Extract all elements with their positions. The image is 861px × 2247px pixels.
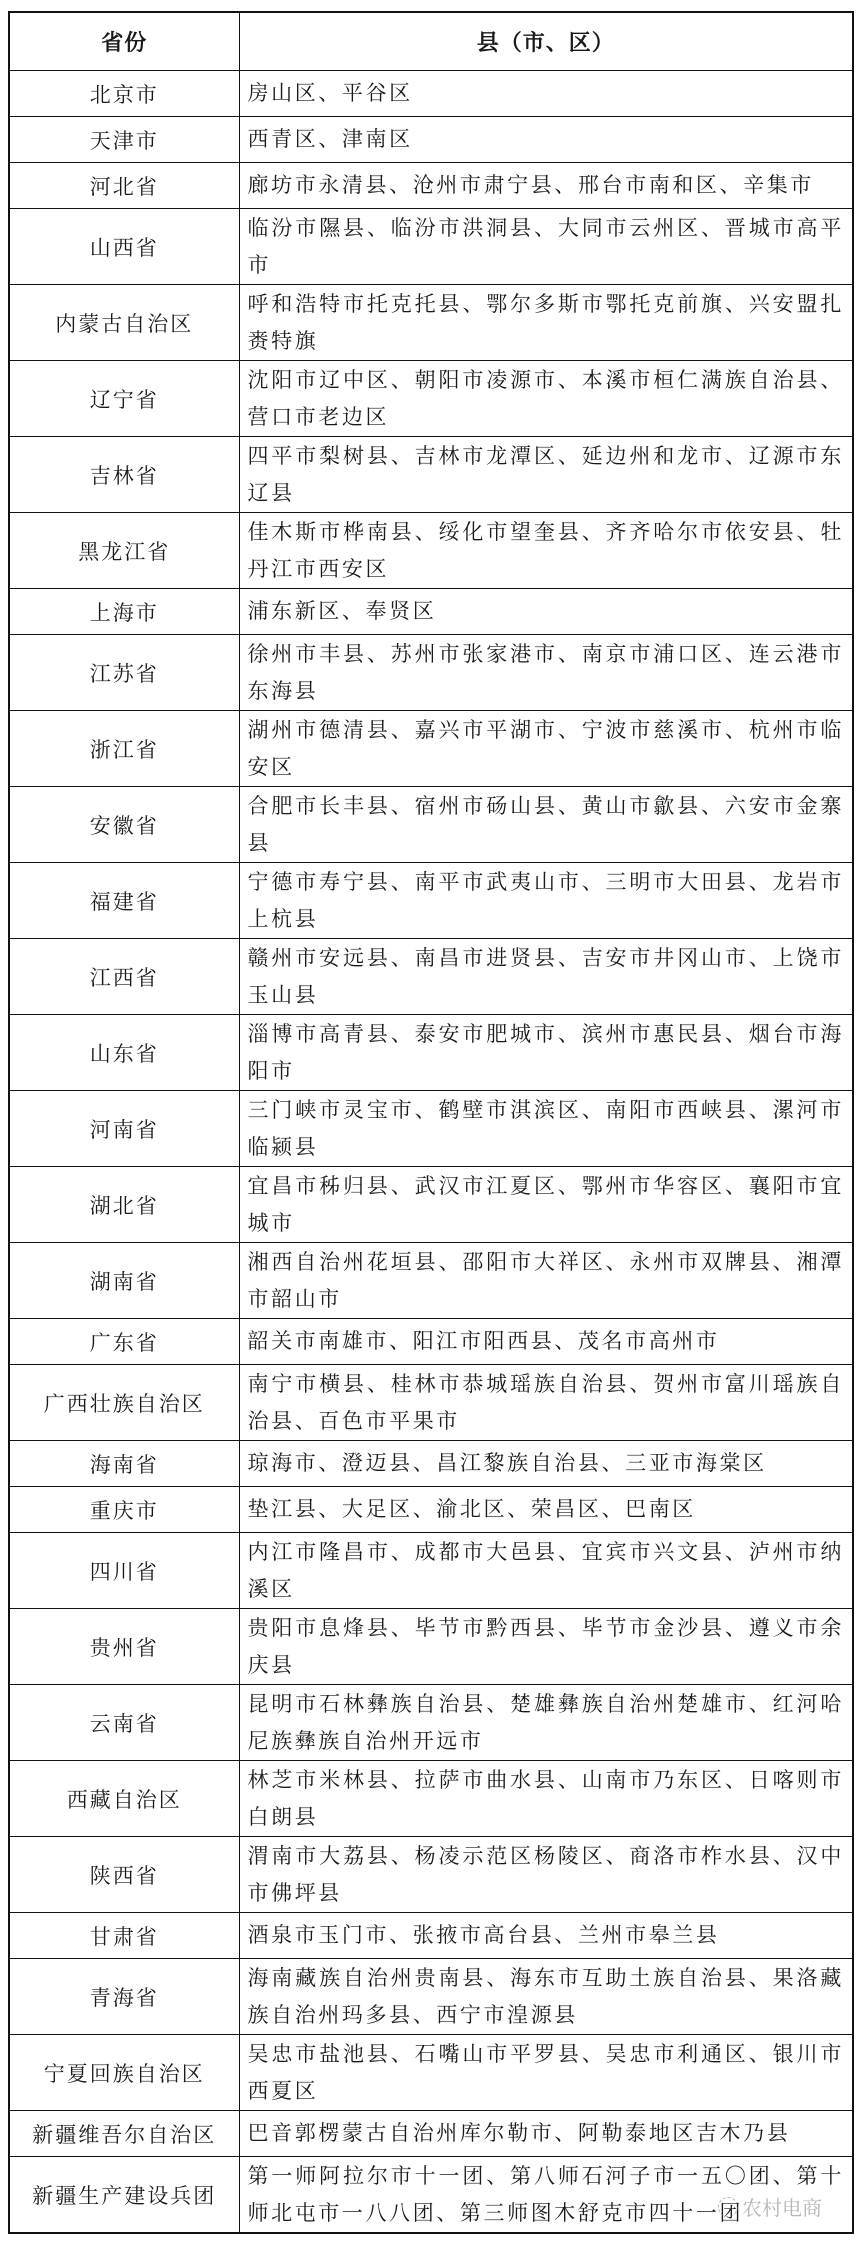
table-row [9, 513, 853, 589]
table-row [9, 635, 853, 711]
province-cell: 天津市 [9, 117, 239, 163]
table-row [9, 1913, 853, 1959]
table-row [9, 209, 853, 285]
table-row [9, 1167, 853, 1243]
counties-cell: 贵阳市息烽县、毕节市黔西县、毕节市金沙县、遵义市余庆县 [239, 1609, 853, 1685]
province-cell: 青海省 [9, 1959, 239, 2035]
table-row [9, 1243, 853, 1319]
counties-cell: 渭南市大荔县、杨凌示范区杨陵区、商洛市柞水县、汉中市佛坪县 [239, 1837, 853, 1913]
counties-cell: 临汾市隰县、临汾市洪洞县、大同市云州区、晋城市高平市 [239, 209, 853, 285]
province-cell: 甘肃省 [9, 1913, 239, 1959]
counties-cell: 内江市隆昌市、成都市大邑县、宜宾市兴文县、泸州市纳溪区 [239, 1533, 853, 1609]
table-row [9, 361, 853, 437]
province-cell: 湖北省 [9, 1167, 239, 1243]
province-cell: 云南省 [9, 1685, 239, 1761]
county-list-table [8, 11, 854, 2234]
province-cell: 江西省 [9, 939, 239, 1015]
table-row [9, 1365, 853, 1441]
table-row [9, 285, 853, 361]
province-cell: 浙江省 [9, 711, 239, 787]
province-cell: 新疆维吾尔自治区 [9, 2111, 239, 2157]
table-row [9, 1685, 853, 1761]
province-cell: 广西壮族自治区 [9, 1365, 239, 1441]
counties-cell: 第一师阿拉尔市十一团、第八师石河子市一五〇团、第十师北屯市一八八团、第三师图木舒克市四十一团 [239, 2157, 853, 2234]
table-row [9, 1015, 853, 1091]
counties-cell: 昆明市石林彝族自治县、楚雄彝族自治州楚雄市、红河哈尼族彝族自治州开远市 [239, 1685, 853, 1761]
table-row [9, 2111, 853, 2157]
table-row [9, 1761, 853, 1837]
table-row [9, 787, 853, 863]
province-cell: 宁夏回族自治区 [9, 2035, 239, 2111]
counties-cell: 酒泉市玉门市、张掖市高台县、兰州市皋兰县 [239, 1913, 853, 1959]
table-row [9, 1091, 853, 1167]
province-cell: 新疆生产建设兵团 [9, 2157, 239, 2234]
province-cell: 四川省 [9, 1533, 239, 1609]
counties-cell: 四平市梨树县、吉林市龙潭区、延边州和龙市、辽源市东辽县 [239, 437, 853, 513]
table-row [9, 1837, 853, 1913]
counties-cell: 巴音郭楞蒙古自治州库尔勒市、阿勒泰地区吉木乃县 [239, 2111, 853, 2157]
province-cell: 西藏自治区 [9, 1761, 239, 1837]
counties-cell: 西青区、津南区 [239, 117, 853, 163]
counties-cell: 赣州市安远县、南昌市进贤县、吉安市井冈山市、上饶市玉山县 [239, 939, 853, 1015]
counties-cell: 三门峡市灵宝市、鹤壁市淇滨区、南阳市西峡县、漯河市临颍县 [239, 1091, 853, 1167]
counties-cell: 佳木斯市桦南县、绥化市望奎县、齐齐哈尔市依安县、牡丹江市西安区 [239, 513, 853, 589]
province-cell: 上海市 [9, 589, 239, 635]
counties-cell: 宁德市寿宁县、南平市武夷山市、三明市大田县、龙岩市上杭县 [239, 863, 853, 939]
header-province: 省份 [9, 12, 239, 71]
province-cell: 河南省 [9, 1091, 239, 1167]
table-row [9, 1319, 853, 1365]
table-row [9, 939, 853, 1015]
counties-cell: 呼和浩特市托克托县、鄂尔多斯市鄂托克前旗、兴安盟扎赉特旗 [239, 285, 853, 361]
table-row [9, 117, 853, 163]
province-cell: 河北省 [9, 163, 239, 209]
counties-cell: 湖州市德清县、嘉兴市平湖市、宁波市慈溪市、杭州市临安区 [239, 711, 853, 787]
counties-cell: 海南藏族自治州贵南县、海东市互助土族自治县、果洛藏族自治州玛多县、西宁市湟源县 [239, 1959, 853, 2035]
province-cell: 福建省 [9, 863, 239, 939]
province-cell: 陕西省 [9, 1837, 239, 1913]
counties-cell: 廊坊市永清县、沧州市肃宁县、邢台市南和区、辛集市 [239, 163, 853, 209]
province-cell: 山东省 [9, 1015, 239, 1091]
province-cell: 海南省 [9, 1441, 239, 1487]
table-row [9, 863, 853, 939]
province-cell: 北京市 [9, 71, 239, 117]
counties-cell: 湘西自治州花垣县、邵阳市大祥区、永州市双牌县、湘潭市韶山市 [239, 1243, 853, 1319]
table-row [9, 2157, 853, 2234]
counties-cell: 合肥市长丰县、宿州市砀山县、黄山市歙县、六安市金寨县 [239, 787, 853, 863]
province-cell: 湖南省 [9, 1243, 239, 1319]
table-row [9, 1609, 853, 1685]
province-cell: 广东省 [9, 1319, 239, 1365]
table-row [9, 2035, 853, 2111]
counties-cell: 沈阳市辽中区、朝阳市凌源市、本溪市桓仁满族自治县、营口市老边区 [239, 361, 853, 437]
table-row [9, 589, 853, 635]
counties-cell: 吴忠市盐池县、石嘴山市平罗县、吴忠市利通区、银川市西夏区 [239, 2035, 853, 2111]
counties-cell: 林芝市米林县、拉萨市曲水县、山南市乃东区、日喀则市白朗县 [239, 1761, 853, 1837]
province-cell: 内蒙古自治区 [9, 285, 239, 361]
watermark-text: 农村电商 [742, 2196, 822, 2220]
province-cell: 重庆市 [9, 1487, 239, 1533]
counties-cell: 韶关市南雄市、阳江市阳西县、茂名市高州市 [239, 1319, 853, 1365]
table-row [9, 71, 853, 117]
counties-cell: 浦东新区、奉贤区 [239, 589, 853, 635]
province-cell: 黑龙江省 [9, 513, 239, 589]
province-cell: 江苏省 [9, 635, 239, 711]
counties-cell: 宜昌市秭归县、武汉市江夏区、鄂州市华容区、襄阳市宜城市 [239, 1167, 853, 1243]
header-counties: 县（市、区） [239, 12, 853, 71]
table-row [9, 1487, 853, 1533]
counties-cell: 徐州市丰县、苏州市张家港市、南京市浦口区、连云港市东海县 [239, 635, 853, 711]
province-cell: 吉林省 [9, 437, 239, 513]
table-row [9, 1533, 853, 1609]
province-cell: 贵州省 [9, 1609, 239, 1685]
counties-cell: 南宁市横县、桂林市恭城瑶族自治县、贺州市富川瑶族自治县、百色市平果市 [239, 1365, 853, 1441]
table-row [9, 711, 853, 787]
counties-cell: 垫江县、大足区、渝北区、荣昌区、巴南区 [239, 1487, 853, 1533]
table-row [9, 163, 853, 209]
counties-cell: 房山区、平谷区 [239, 71, 853, 117]
counties-cell: 琼海市、澄迈县、昌江黎族自治县、三亚市海棠区 [239, 1441, 853, 1487]
table-header-row [9, 12, 853, 71]
province-cell: 安徽省 [9, 787, 239, 863]
table-row [9, 1959, 853, 2035]
province-cell: 山西省 [9, 209, 239, 285]
table-row [9, 1441, 853, 1487]
table-body [9, 71, 853, 2234]
table-row [9, 437, 853, 513]
province-cell: 辽宁省 [9, 361, 239, 437]
counties-cell: 淄博市高青县、泰安市肥城市、滨州市惠民县、烟台市海阳市 [239, 1015, 853, 1091]
